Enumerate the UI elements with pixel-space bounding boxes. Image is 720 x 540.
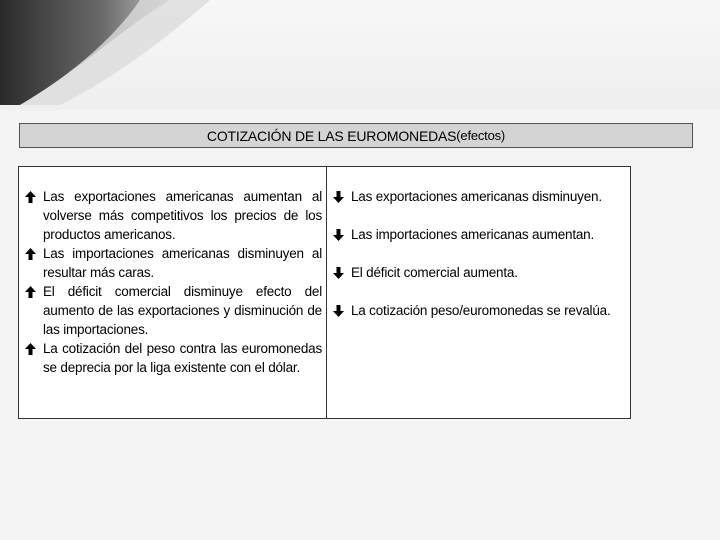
right-column xyxy=(327,167,630,418)
table-title-bar xyxy=(19,123,693,148)
list-item-text: Las importaciones americanas aumentan. xyxy=(351,227,595,242)
list-item xyxy=(333,187,626,206)
arrow-down-icon xyxy=(333,187,351,206)
title-sub: (efectos) xyxy=(456,128,506,143)
arrow-up-icon xyxy=(25,244,43,282)
list-item-text: El déficit comercial aumenta. xyxy=(351,265,518,280)
effects-table xyxy=(18,166,631,419)
list-item xyxy=(25,187,322,244)
left-column xyxy=(19,167,327,418)
list-item xyxy=(333,263,626,282)
arrow-down-icon xyxy=(333,225,351,244)
list-item-text: Las importaciones americanas disminuyen al resultar más caras. xyxy=(43,246,322,280)
background-decoration xyxy=(0,0,720,110)
list-item-text: La cotización del peso contra las euromonedas se deprecia por la liga existente con el dólar. xyxy=(43,341,322,375)
arrow-up-icon xyxy=(25,282,43,339)
list-item-text: El déficit comercial disminuye efecto del aumento de las exportaciones y disminución de las importaciones. xyxy=(43,284,322,337)
title-main: COTIZACIÓN DE LAS EUROMONEDAS xyxy=(206,127,457,144)
list-item-text: La cotización peso/euromonedas se revalúa. xyxy=(351,303,611,318)
arrow-down-icon xyxy=(333,301,351,320)
list-item xyxy=(25,244,322,282)
list-item xyxy=(25,282,322,339)
arrow-down-icon xyxy=(333,263,351,282)
arrow-up-icon xyxy=(25,187,43,244)
list-item xyxy=(333,225,626,244)
list-item-text: Las exportaciones americanas aumentan al volverse más competitivos los precios de los productos americanos. xyxy=(43,189,322,242)
list-item-text: Las exportaciones americanas disminuyen. xyxy=(351,189,602,204)
list-item xyxy=(333,301,626,320)
arrow-up-icon xyxy=(25,339,43,377)
list-item xyxy=(25,339,322,377)
